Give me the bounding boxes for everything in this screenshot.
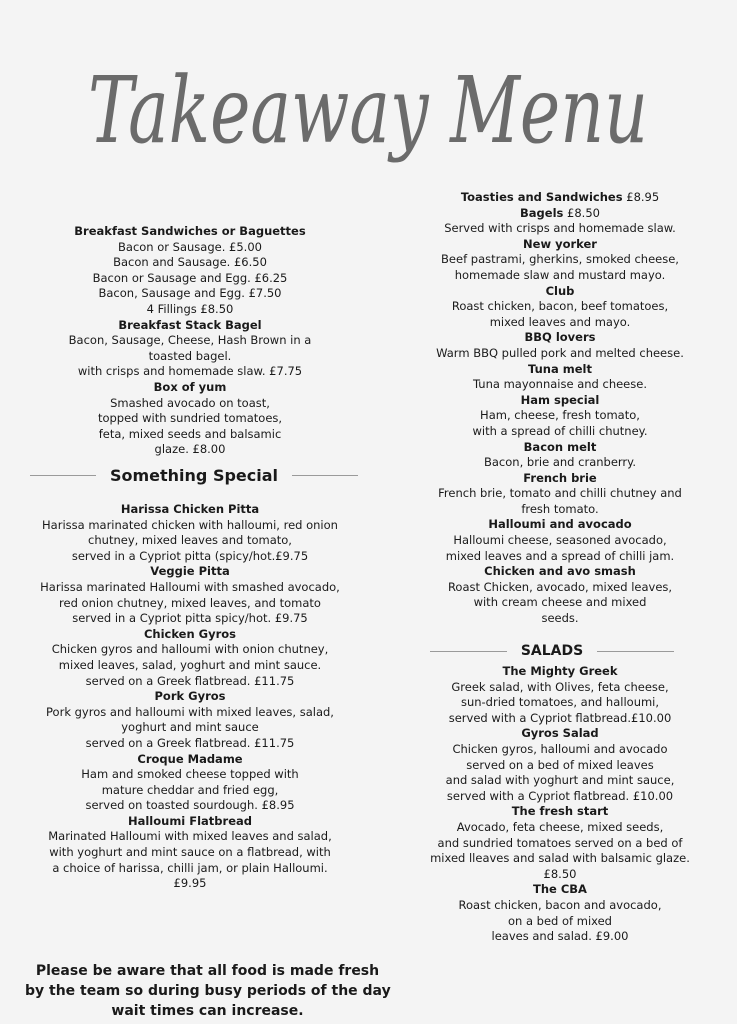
menu-item-header — [420, 362, 700, 378]
menu-item-description: Ham, cheese, fresh tomato, — [480, 408, 640, 423]
menu-item-title: Breakfast Sandwiches or Baguettes — [74, 224, 306, 238]
menu-item-description: glaze. £8.00 — [154, 442, 226, 457]
menu-item-description: Tuna mayonnaise and cheese. — [473, 377, 647, 392]
salads-heading — [430, 643, 674, 659]
menu-item-description: French brie, tomato and chilli chutney and — [438, 486, 682, 501]
menu-item-description: mixed leaves and mayo. — [489, 314, 631, 329]
menu-item-description: Warm BBQ pulled pork and melted cheese. — [436, 345, 684, 360]
menu-item-title: Halloumi Flatbread — [127, 813, 253, 828]
menu-item — [420, 393, 700, 440]
menu-item-description: homemade slaw and mustard mayo. — [454, 267, 666, 282]
menu-item — [420, 440, 700, 471]
menu-item-header — [420, 664, 700, 680]
menu-item-description: Harissa marinated chicken with halloumi, red onion — [42, 517, 338, 532]
menu-item-description: Smashed avocado on toast, — [110, 395, 270, 410]
menu-item — [420, 471, 700, 518]
salads-items — [420, 664, 700, 945]
menu-item-description: served on a bed of mixed leaves — [466, 757, 654, 772]
menu-item — [30, 627, 350, 689]
menu-item-description: Bacon and Sausage. £6.50 — [113, 255, 267, 270]
menu-item — [420, 882, 700, 944]
menu-item-description: Bacon or Sausage and Egg. £6.25 — [92, 270, 288, 285]
menu-item-header — [30, 689, 350, 705]
divider — [430, 651, 507, 652]
menu-item-description: Roast chicken, bacon, beef tomatoes, — [451, 299, 669, 314]
menu-title — [0, 2, 737, 192]
menu-item — [420, 664, 700, 726]
special-items — [30, 502, 350, 892]
menu-item-header — [420, 206, 700, 222]
menu-item — [420, 804, 700, 882]
menu-item-title: Gyros Salad — [521, 726, 599, 741]
menu-item-description: served in a Cypriot pitta spicy/hot. £9.75 — [72, 611, 308, 626]
menu-item-header — [420, 237, 700, 253]
menu-item-description: leaves and salad. £9.00 — [491, 929, 629, 944]
menu-item — [420, 362, 700, 393]
menu-item-description: mixed leaves, salad, yoghurt and mint sauce. — [58, 657, 322, 672]
menu-item — [30, 502, 350, 564]
menu-item-description: served on a Greek flatbread. £11.75 — [85, 673, 295, 688]
menu-item-description: with a spread of chilli chutney. — [472, 423, 648, 438]
menu-item-description: mixed leaves and a spread of chilli jam. — [445, 548, 675, 563]
menu-item-description: £9.95 — [173, 876, 207, 891]
menu-item-header — [30, 318, 350, 334]
menu-item-header — [420, 726, 700, 742]
menu-item-description: Avocado, feta cheese, mixed seeds, — [456, 819, 664, 834]
menu-item-title: Chicken Gyros — [143, 626, 237, 641]
menu-item-description: with yoghurt and mint sauce on a flatbread, with — [49, 845, 331, 860]
divider — [597, 651, 674, 652]
menu-item-price: £8.95 — [622, 190, 660, 204]
menu-item-description: sun-dried tomatoes, and halloumi, — [460, 695, 660, 710]
breakfast-section — [30, 224, 350, 458]
menu-item — [420, 284, 700, 331]
menu-item — [30, 380, 350, 458]
menu-item-description: feta, mixed seeds and balsamic — [98, 426, 282, 441]
menu-item-description: £8.50 — [543, 866, 577, 881]
menu-item-title: Veggie Pitta — [150, 564, 230, 579]
menu-item-header — [420, 393, 700, 409]
menu-item-description: fresh tomato. — [521, 501, 599, 516]
menu-item-title: Bagels — [520, 205, 564, 220]
menu-item-header — [420, 517, 700, 533]
menu-item-description: Bacon, Sausage, Cheese, Hash Brown in a — [68, 333, 312, 348]
menu-item-description: Pork gyros and halloumi with mixed leaves, salad, — [46, 704, 334, 719]
menu-item-description: chutney, mixed leaves and tomato, — [88, 533, 292, 548]
menu-item — [30, 564, 350, 626]
divider — [292, 475, 358, 476]
divider — [30, 475, 96, 476]
menu-title-text: Takeaway Menu — [88, 57, 648, 164]
menu-item-description: mature cheddar and fried egg, — [101, 782, 279, 797]
menu-item-description: yoghurt and mint sauce — [121, 720, 259, 735]
menu-item-description: with crisps and homemade slaw. £7.75 — [77, 364, 303, 379]
menu-item-title: Harissa Chicken Pitta — [120, 502, 260, 516]
notice-line: by the team so during busy periods of the day — [25, 983, 391, 999]
menu-item-description: red onion chutney, mixed leaves, and tomato — [59, 595, 321, 610]
menu-item — [30, 814, 350, 892]
menu-item-description: served on a Greek flatbread. £11.75 — [85, 735, 295, 750]
menu-item-description: served in a Cypriot pitta (spicy/hot.£9.75 — [71, 548, 309, 563]
menu-item-description: 4 Fillings £8.50 — [146, 301, 234, 316]
menu-item-description: mixed lleaves and salad with balsamic glaze. — [430, 851, 690, 866]
menu-item-description: Bacon or Sausage. £5.00 — [118, 239, 262, 254]
menu-item-title: Pork Gyros — [154, 689, 226, 704]
menu-item — [30, 224, 350, 318]
notice-line: Please be aware that all food is made fresh — [35, 963, 380, 979]
menu-item — [420, 206, 700, 237]
menu-item-description: Served with crisps and homemade slaw. — [444, 221, 676, 236]
menu-item-title: Toasties and Sandwiches — [460, 190, 623, 204]
menu-item-description: Halloumi cheese, seasoned avocado, — [453, 533, 667, 548]
menu-item-header — [420, 804, 700, 820]
menu-item-description: seeds. — [541, 611, 579, 626]
menu-item-description: Marinated Halloumi with mixed leaves and salad, — [48, 829, 332, 844]
menu-item-title: Breakfast Stack Bagel — [118, 317, 262, 332]
menu-item-title: Bacon melt — [523, 439, 597, 454]
menu-item-title: BBQ lovers — [524, 330, 596, 345]
menu-item-header — [30, 380, 350, 396]
menu-item-title: Chicken and avo smash — [484, 564, 636, 579]
menu-item-title: Tuna melt — [528, 361, 592, 376]
menu-item-price: £8.50 — [563, 205, 600, 220]
menu-item — [30, 752, 350, 814]
menu-item-title: French brie — [523, 470, 597, 485]
menu-item-title: Ham special — [520, 392, 600, 407]
menu-item-title: New yorker — [523, 236, 597, 251]
menu-item-description: Chicken gyros, halloumi and avocado — [452, 741, 668, 756]
menu-item-description: served with a Cypriot flatbread.£10.00 — [448, 710, 672, 725]
menu-item — [420, 726, 700, 804]
section-title: Something Special — [109, 466, 279, 485]
menu-item-header — [30, 814, 350, 830]
menu-item-description: a choice of harissa, chilli jam, or plain Halloumi. — [52, 860, 328, 875]
menu-item-header — [30, 564, 350, 580]
menu-item-description: toasted bagel. — [148, 348, 232, 363]
menu-item-description: Ham and smoked cheese topped with — [81, 767, 299, 782]
menu-item — [30, 318, 350, 380]
menu-item-title: Box of yum — [153, 379, 227, 394]
menu-item-header — [30, 627, 350, 643]
menu-item-header — [420, 190, 700, 206]
menu-item-header — [420, 440, 700, 456]
menu-item-description: Harissa marinated Halloumi with smashed avocado, — [40, 579, 340, 594]
left-column — [30, 224, 350, 458]
menu-item-title: Halloumi and avocado — [488, 517, 632, 532]
menu-item-description: and salad with yoghurt and mint sauce, — [445, 773, 675, 788]
menu-item-title: The fresh start — [511, 804, 609, 819]
menu-item-title: Croque Madame — [137, 751, 243, 766]
menu-item-description: Bacon, brie and cranberry. — [484, 455, 636, 470]
something-special-heading — [30, 466, 358, 485]
right-column — [420, 190, 700, 627]
menu-item-description: Beef pastrami, gherkins, smoked cheese, — [441, 252, 679, 267]
menu-item-title: The Mighty Greek — [502, 664, 618, 678]
menu-item — [420, 330, 700, 361]
menu-item-header — [420, 882, 700, 898]
menu-item — [420, 517, 700, 564]
menu-item-description: Roast chicken, bacon and avocado, — [458, 897, 662, 912]
menu-item — [420, 564, 700, 626]
section-title: SALADS — [520, 643, 584, 659]
notice-line: wait times can increase. — [111, 1003, 304, 1019]
menu-item-title: The CBA — [533, 882, 587, 897]
menu-item-header — [420, 284, 700, 300]
menu-item — [420, 190, 700, 206]
menu-item-description: Chicken gyros and halloumi with onion chutney, — [51, 642, 329, 657]
menu-item-description: Greek salad, with Olives, feta cheese, — [451, 679, 669, 694]
menu-item-description: topped with sundried tomatoes, — [97, 411, 283, 426]
menu-item-header — [420, 330, 700, 346]
menu-item-description: on a bed of mixed — [508, 913, 612, 928]
menu-item-description: Roast Chicken, avocado, mixed leaves, — [447, 579, 673, 594]
wait-time-notice — [25, 961, 390, 1021]
menu-item-header — [30, 502, 350, 518]
menu-item — [420, 237, 700, 284]
menu-item-header — [420, 564, 700, 580]
menu-item-description: Bacon, Sausage and Egg. £7.50 — [98, 286, 282, 301]
menu-item-header — [30, 224, 350, 240]
menu-item-description: with cream cheese and mixed — [473, 595, 647, 610]
menu-item-header — [420, 471, 700, 487]
menu-item-description: served with a Cypriot flatbread. £10.00 — [446, 788, 674, 803]
menu-item-description: and sundried tomatoes served on a bed of — [437, 835, 683, 850]
menu-item-title: Club — [545, 283, 575, 298]
menu-item-description: served on toasted sourdough. £8.95 — [85, 798, 295, 813]
menu-item-header — [30, 752, 350, 768]
menu-item — [30, 689, 350, 751]
